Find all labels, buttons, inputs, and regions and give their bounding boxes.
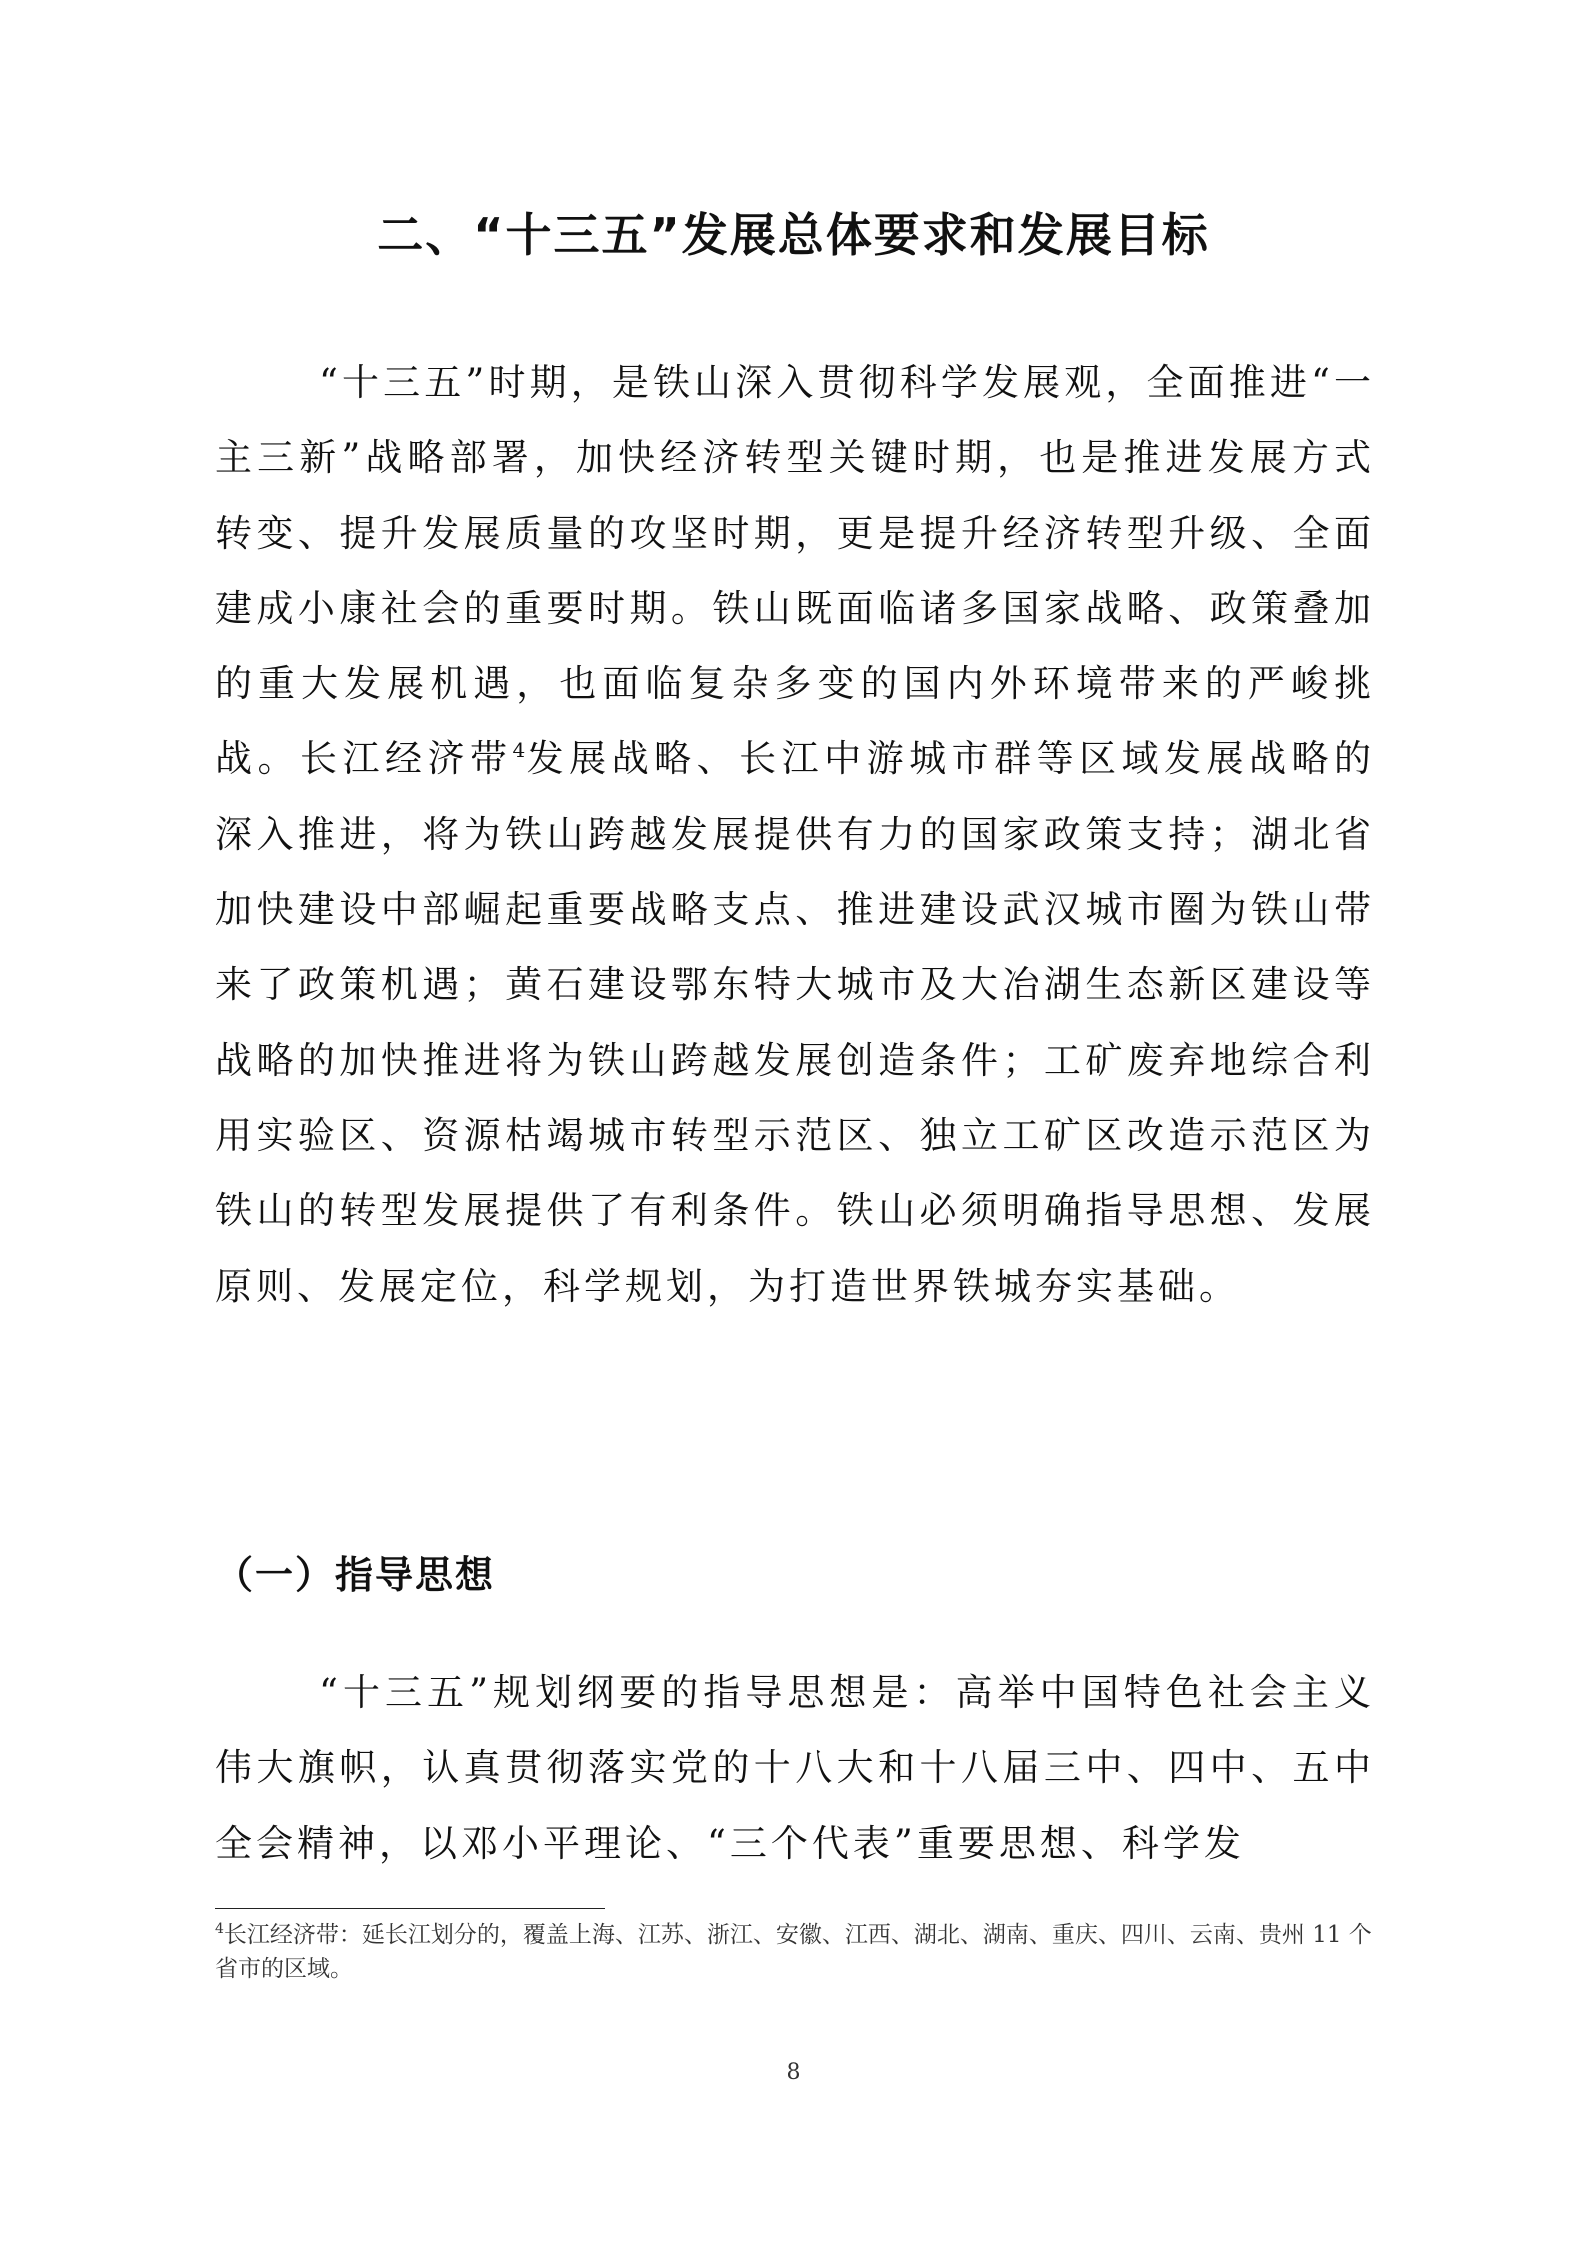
body-paragraph-1	[215, 345, 1375, 1324]
paragraph-2-text: “十三五”规划纲要的指导思想是：高举中国特色社会主义伟大旗帜，认真贯彻落实党的十八大和十八届三中、四中、五中全会精神，以邓小平理论、“三个代表”重要思想、科学发	[215, 1671, 1375, 1865]
footnote	[215, 1918, 1375, 1986]
body-paragraph-2	[215, 1655, 1375, 1881]
footnote-reference[interactable]: 4	[512, 738, 526, 763]
paragraph-1-text-start: “十三五”时期，是铁山深入贯彻科学发展观，全面推进“一主三新”战略部署，加快经济转型关键时期，也是推进发展方式转变、提升发展质量的攻坚时期，更是提升经济转型升级、全面建成小康社会的重要时期。铁山既面临诸多国家战略、政策叠加的重大发展机遇，也面临复杂多变的国内外环境带来的严峻挑战。长江经济带	[215, 361, 1375, 781]
footnote-marker: 4	[215, 1921, 224, 1937]
page-number: 8	[786, 2060, 801, 2085]
paragraph-1-text-end: 发展战略、长江中游城市群等区域发展战略的深入推进，将为铁山跨越发展提供有力的国家政策支持；湖北省加快建设中部崛起重要战略支点、推进建设武汉城市圈为铁山带来了政策机遇；黄石建设鄂东特大城市及大冶湖生态新区建设等战略的加快推进将为铁山跨越发展创造条件；工矿废弃地综合利用实验区、资源枯竭城市转型示范区、独立工矿区改造示范区为铁山的转型发展提供了有利条件。铁山必须明确指导思想、发展原则、发展定位，科学规划，为打造世界铁城夯实基础。	[215, 737, 1376, 1308]
section-heading: （一）指导思想	[215, 1553, 496, 1597]
page-title: 二、“十三五”发展总体要求和发展目标	[377, 208, 1210, 262]
footnote-text: 长江经济带：延长江划分的，覆盖上海、江苏、浙江、安徽、江西、湖北、湖南、重庆、四川、云南、贵州 11 个省市的区域。	[215, 1922, 1372, 1982]
footnote-divider	[215, 1908, 605, 1909]
